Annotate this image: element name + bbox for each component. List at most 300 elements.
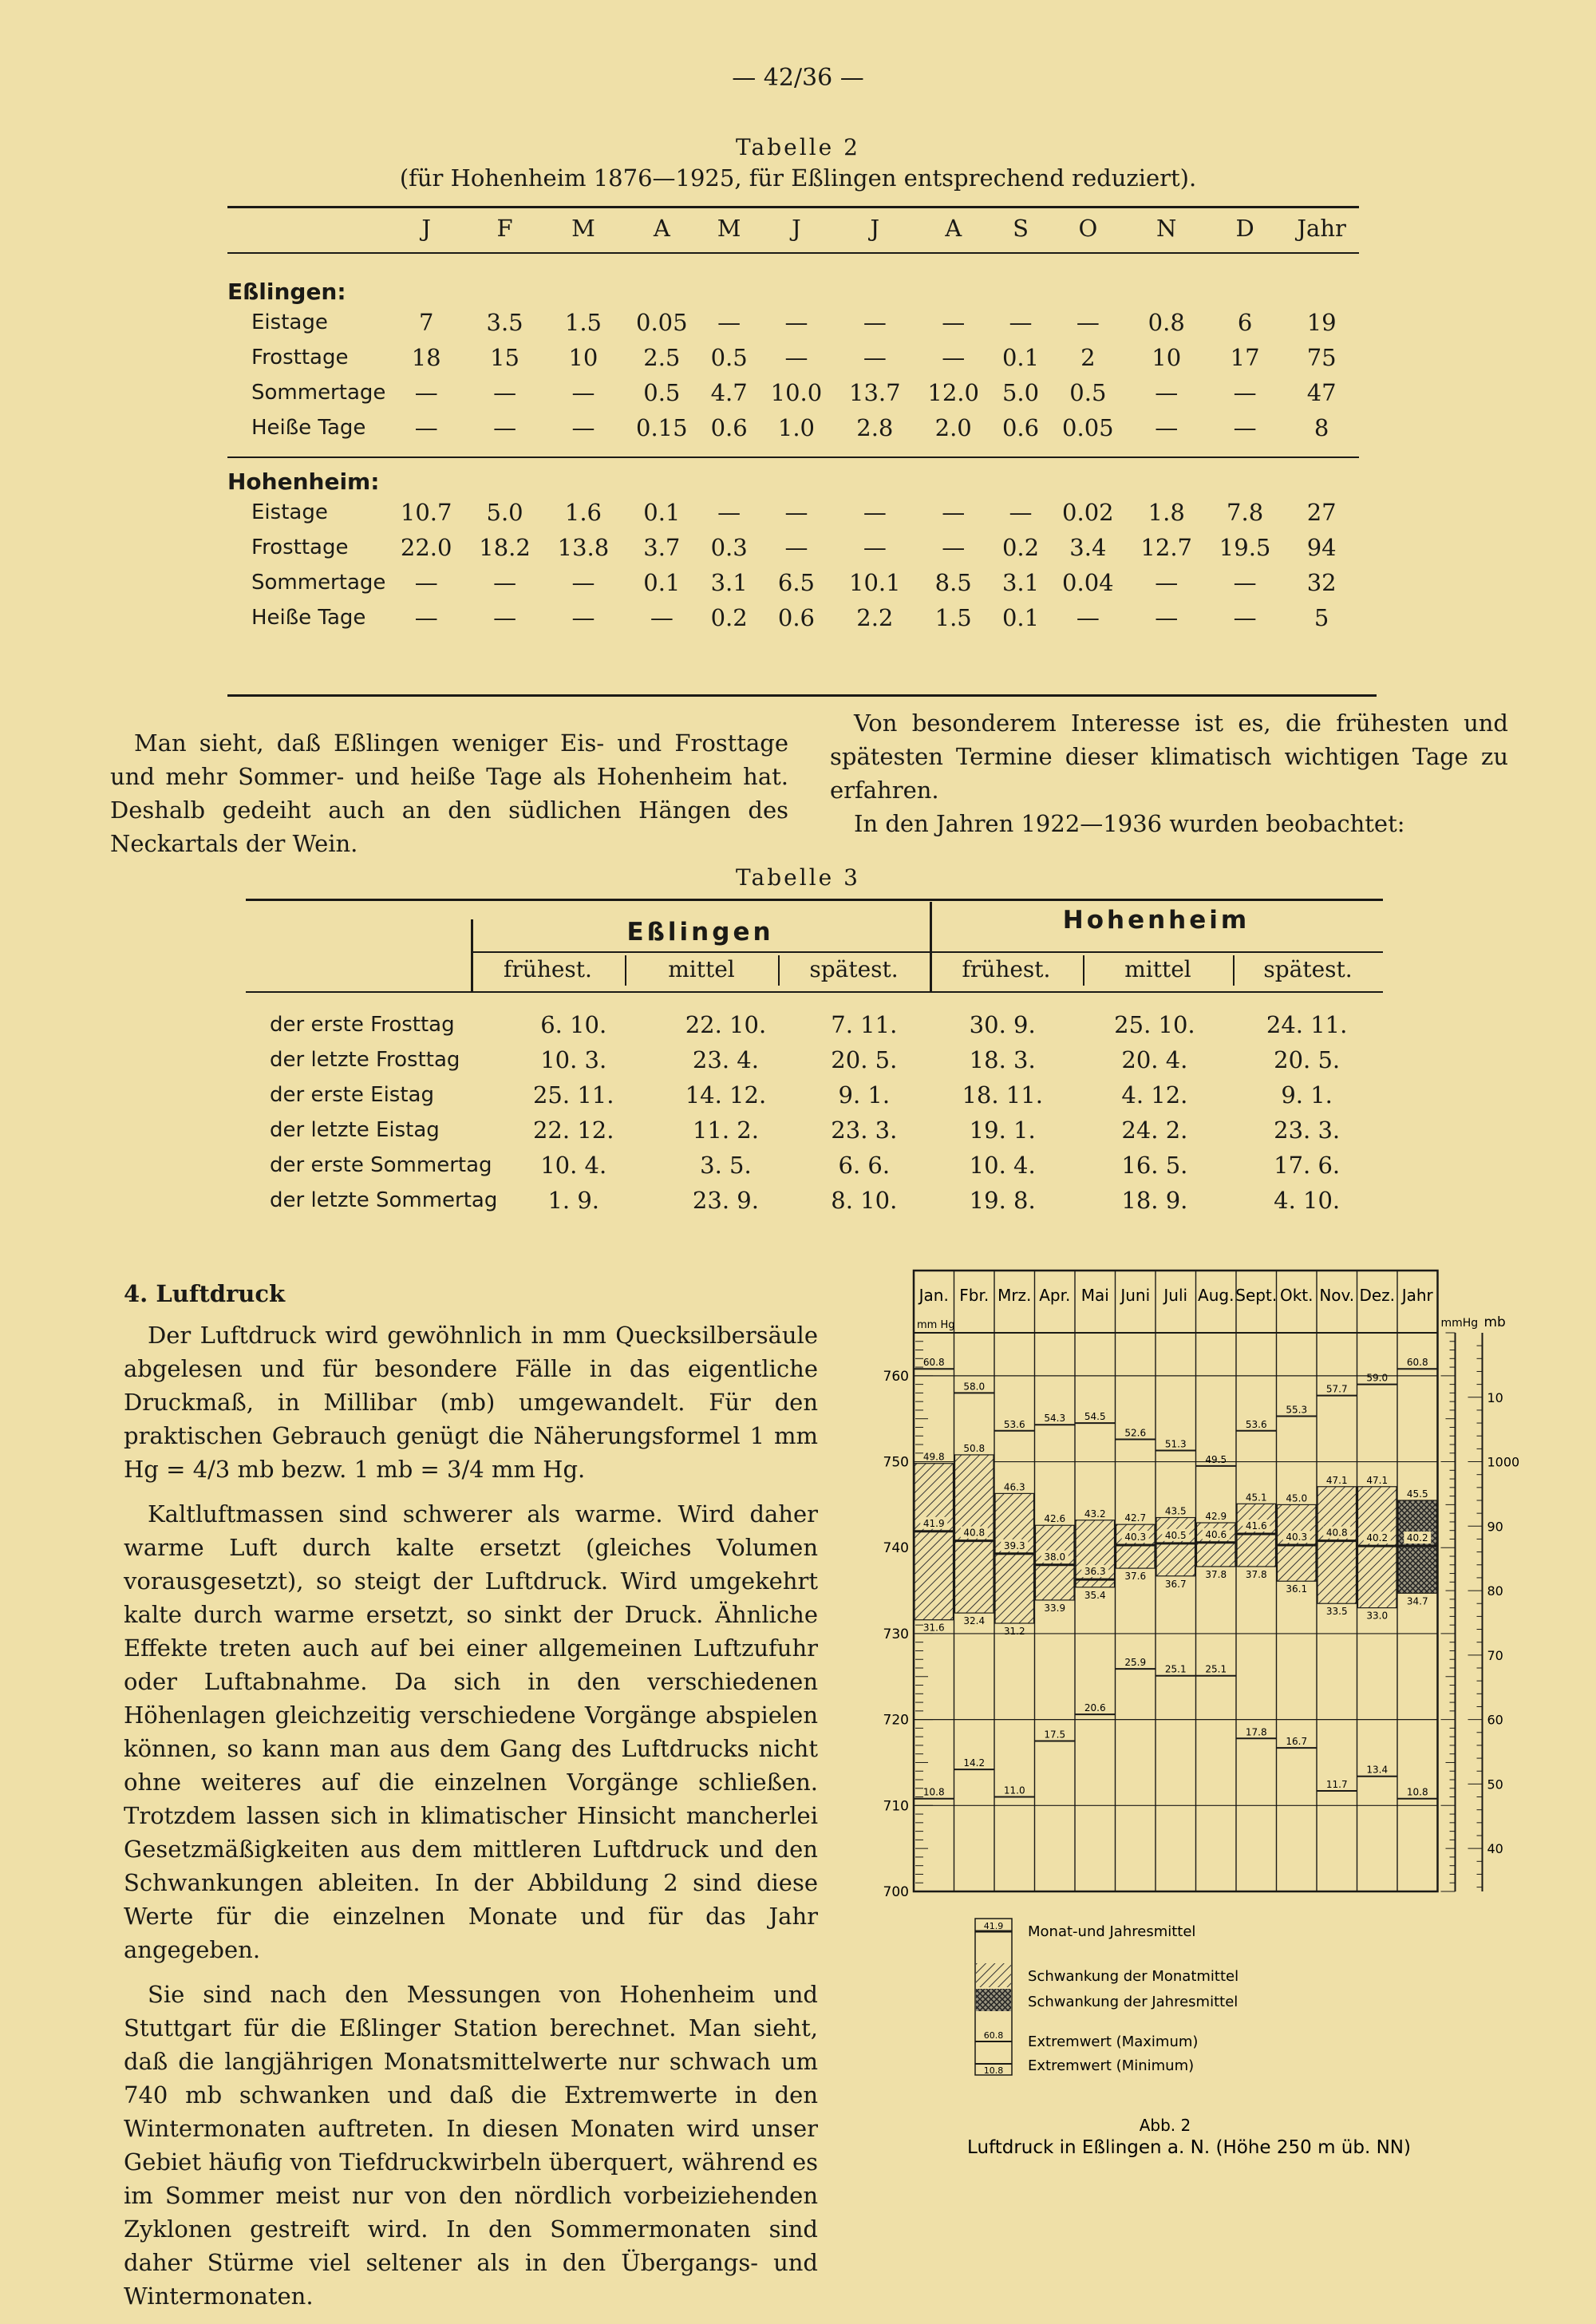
mean-value-label: 40.6: [1205, 1528, 1227, 1540]
table-cell: 0.2: [710, 604, 748, 631]
table-cell: 16. 5.: [1121, 1152, 1188, 1179]
table-cell: 94: [1306, 534, 1337, 561]
table-cell: 0.05: [636, 309, 688, 336]
table-cell: 10: [1152, 344, 1182, 371]
text-right-1-para: Von besonderem Interesse ist es, die frühesten und spätesten Termine dieser klimatisch wichtigen Tage zu erfahren.: [830, 709, 1508, 804]
table-cell: 10: [568, 344, 598, 371]
row-label: der letzte Frosttag: [270, 1048, 460, 1072]
table-cell: 22. 10.: [685, 1011, 767, 1038]
table3-subheaders: [471, 956, 1383, 988]
left-tick-label: 720: [883, 1712, 909, 1729]
table-cell: 2.2: [856, 604, 894, 631]
min-value-label: 25.1: [1205, 1663, 1227, 1675]
row-label: Eistage: [251, 500, 328, 524]
month-label: Apr.: [1039, 1286, 1071, 1305]
table-cell: 3.7: [643, 534, 681, 561]
table-cell: —: [863, 534, 887, 561]
row-label: Frosttage: [251, 346, 349, 370]
table-cell: 13.8: [557, 534, 610, 561]
table-cell: —: [1076, 604, 1100, 631]
table-cell: —: [784, 534, 808, 561]
table-cell: —: [717, 499, 741, 526]
table-cell: 1.0: [777, 414, 816, 441]
table-cell: 3.4: [1069, 534, 1107, 561]
table-cell: 1. 9.: [547, 1187, 599, 1214]
left-tick-label: 710: [883, 1798, 909, 1815]
table-cell: 10. 3.: [540, 1046, 607, 1073]
min-value-label: 17.5: [1044, 1729, 1066, 1741]
table-cell: 0.1: [1001, 344, 1040, 371]
table-cell: 30. 9.: [969, 1011, 1036, 1038]
legend-mean-sample: 41.9: [983, 1921, 1004, 1931]
min-value-label: 17.8: [1245, 1726, 1267, 1738]
table-cell: 18. 3.: [969, 1046, 1036, 1073]
month-label: Mrz.: [998, 1286, 1032, 1305]
table-cell: 24. 11.: [1266, 1011, 1348, 1038]
table2-col-header: F: [496, 215, 513, 242]
left-tick-label: 760: [883, 1368, 909, 1385]
table-cell: 12.0: [927, 379, 979, 406]
table-cell: 0.6: [777, 604, 816, 631]
table-cell: 4.7: [710, 379, 748, 406]
table-cell: —: [1155, 569, 1179, 596]
table-cell: 0.1: [643, 499, 681, 526]
lower-value-label: 37.8: [1245, 1568, 1267, 1580]
table-cell: 0.2: [1001, 534, 1040, 561]
right-tick-label: 80: [1487, 1583, 1503, 1599]
table-cell: 18. 9.: [1121, 1187, 1188, 1214]
table-row: [246, 1148, 1383, 1183]
table3-top-rule: [246, 899, 1383, 901]
table-cell: 18. 11.: [962, 1081, 1043, 1109]
fluctuation-bar: [1278, 1504, 1317, 1581]
text-right-2-para: In den Jahren 1922—1936 wurden beobachtet:: [854, 810, 1405, 837]
table-cell: —: [493, 379, 517, 406]
table2-col-header: N: [1156, 215, 1177, 242]
table-cell: 17: [1230, 344, 1260, 371]
legend-year-swatch: [976, 1989, 1011, 2011]
table-cell: —: [1233, 604, 1257, 631]
left-tick-label: 700: [883, 1884, 909, 1900]
table-cell: 10. 4.: [540, 1152, 607, 1179]
row-label: Heiße Tage: [251, 606, 366, 630]
table-row: [227, 530, 1359, 565]
table-cell: 3.5: [486, 309, 523, 336]
month-label: Fbr.: [959, 1286, 990, 1305]
upper-value-label: 47.1: [1325, 1474, 1348, 1486]
left-tick-label: 750: [883, 1454, 909, 1471]
lower-value-label: 33.9: [1044, 1602, 1066, 1614]
table2-caption: Tabelle 2: [736, 134, 860, 160]
table3-subheader: frühest.: [504, 956, 592, 982]
table2-subtitle: (für Hohenheim 1876—1925, für Eßlingen entsprechend reduziert).: [399, 164, 1197, 192]
lower-value-label: 36.7: [1164, 1578, 1187, 1590]
table-cell: 8: [1314, 414, 1329, 441]
table-cell: —: [863, 499, 887, 526]
table-cell: 20. 5.: [1274, 1046, 1341, 1073]
upper-value-label: 45.5: [1406, 1488, 1428, 1500]
lower-value-label: 33.0: [1366, 1610, 1389, 1622]
legend-label: Schwankung der Jahresmittel: [1028, 1994, 1238, 2010]
table2-col-header: A: [653, 215, 670, 242]
month-label: Jahr: [1401, 1286, 1433, 1305]
table2-col-header: O: [1078, 215, 1098, 242]
month-label: Sept.: [1235, 1286, 1278, 1305]
table3-subheader: frühest.: [962, 956, 1051, 982]
month-label: Juli: [1163, 1286, 1188, 1305]
table-row: [246, 1183, 1383, 1218]
table-row: [246, 1007, 1383, 1042]
table-cell: 6.5: [777, 569, 816, 596]
table-cell: —: [571, 604, 595, 631]
table-cell: 0.05: [1062, 414, 1114, 441]
table-cell: 6: [1237, 309, 1253, 336]
table-cell: 27: [1306, 499, 1337, 526]
table-cell: 10.7: [400, 499, 452, 526]
text-left-1-para: Man sieht, daß Eßlingen weniger Eis- und Frosttage und mehr Sommer- und heiße Tage als Hohenheim hat. Deshalb gedeiht auch an den südlichen Hängen des Neckartals der Wein.: [110, 729, 788, 857]
lower-value-label: 35.4: [1084, 1589, 1106, 1601]
mean-value-label: 40.2: [1366, 1532, 1389, 1544]
table-cell: 7: [418, 309, 434, 336]
table-row: [227, 375, 1359, 410]
max-value-label: 60.8: [922, 1357, 945, 1369]
table-cell: 19. 8.: [969, 1187, 1036, 1214]
table-cell: —: [414, 604, 438, 631]
table-cell: 9. 1.: [1281, 1081, 1333, 1109]
mean-value-label: 41.6: [1245, 1520, 1267, 1532]
table-cell: 24. 2.: [1121, 1117, 1188, 1144]
table-row: [246, 1113, 1383, 1148]
table-cell: 75: [1306, 344, 1337, 371]
table3-subheader: spätest.: [809, 956, 899, 982]
table-cell: —: [414, 569, 438, 596]
table-cell: —: [942, 344, 966, 371]
table-cell: 1.5: [934, 604, 972, 631]
table-cell: —: [784, 344, 808, 371]
table-cell: 2.5: [643, 344, 681, 371]
table-cell: 6. 10.: [540, 1011, 607, 1038]
table-cell: 0.6: [710, 414, 748, 441]
right-unit-top: mmHg: [1440, 1317, 1479, 1330]
table-cell: 1.5: [564, 309, 602, 336]
lower-value-label: 33.5: [1325, 1606, 1348, 1618]
table-cell: 18: [411, 344, 441, 371]
mean-value-label: 40.3: [1286, 1532, 1308, 1543]
table-cell: 0.02: [1062, 499, 1114, 526]
table-cell: 0.8: [1148, 309, 1185, 336]
table2: [227, 211, 1359, 635]
table3-subheader: mittel: [668, 956, 735, 982]
upper-value-label: 49.8: [922, 1451, 945, 1463]
row-label: Heiße Tage: [251, 416, 366, 440]
table-cell: —: [1233, 379, 1257, 406]
lower-value-label: 31.6: [922, 1622, 945, 1634]
table-cell: 5.0: [486, 499, 523, 526]
min-value-label: 16.7: [1286, 1736, 1308, 1748]
table-cell: 25. 11.: [532, 1081, 614, 1109]
upper-value-label: 43.5: [1164, 1505, 1187, 1517]
mean-value-label: 41.9: [922, 1517, 945, 1529]
table-cell: —: [1155, 604, 1179, 631]
month-label: Jan.: [918, 1286, 949, 1305]
min-value-label: 25.1: [1164, 1663, 1187, 1675]
table-cell: 6. 6.: [838, 1152, 891, 1179]
table-cell: 7. 11.: [831, 1011, 898, 1038]
table-cell: —: [784, 499, 808, 526]
table-cell: 23. 3.: [831, 1117, 898, 1144]
upper-value-label: 42.9: [1205, 1511, 1227, 1522]
fluctuation-bar: [1036, 1525, 1075, 1600]
table-cell: 19: [1306, 309, 1337, 336]
table-cell: 0.6: [1001, 414, 1040, 441]
table-cell: —: [717, 309, 741, 336]
table-cell: 15: [490, 344, 520, 371]
max-value-label: 49.5: [1205, 1453, 1227, 1465]
table2-col-header: J: [870, 215, 880, 242]
fluctuation-bar: [915, 1464, 954, 1620]
table-cell: 7.8: [1227, 499, 1264, 526]
min-value-label: 10.8: [922, 1786, 945, 1798]
table-cell: 23. 9.: [692, 1187, 759, 1214]
lower-value-label: 31.2: [1003, 1626, 1025, 1637]
fluctuation-bar: [1076, 1520, 1115, 1587]
table-cell: —: [571, 414, 595, 441]
table-cell: 18.2: [479, 534, 531, 561]
table-cell: 0.1: [643, 569, 681, 596]
table-row: [227, 305, 1359, 340]
row-label: Frosttage: [251, 536, 349, 559]
table-cell: 23. 3.: [1274, 1117, 1341, 1144]
section-paragraph: Kaltluftmassen sind schwerer als warme. Wird daher warme Luft durch kalte ersetzt (gleiches Volumen vorausgesetzt), so steigt der Luftdruck. Wird umgekehrt kalte durch warme ersetzt, so sinkt der Druck. Ähnliche Effekte treten auch auf bei einer allgemeinen Luftzufuhr oder Luftabnahme. Da sich in den verschiedenen Höhenlagen gleichzeitig verschiedene Vorgänge abspielen können, so kann man aus dem Gang des Luftdrucks nicht ohne weiteres auf die einzelnen Vorgänge schließen. Trotzdem lassen sich in klimatischer Hinsicht mancherlei Gesetzmäßigkeiten aus dem mittleren Luftdruck und den Schwankungen ableiten. In der Abbildung 2 sind diese Werte für die einzelnen Monate und für das Jahr angegeben.: [124, 1500, 818, 1963]
table-row: [227, 565, 1359, 600]
table3-group-rule: [471, 951, 1383, 953]
month-label: Aug.: [1198, 1286, 1235, 1305]
table-cell: —: [863, 344, 887, 371]
table-cell: 20. 4.: [1121, 1046, 1188, 1073]
table-cell: 0.5: [1069, 379, 1107, 406]
table3-head-rule: [246, 991, 1383, 993]
section-paragraph: Sie sind nach den Messungen von Hohenheim und Stuttgart für die Eßlinger Station berechnet. Man sieht, daß die langjährigen Monatsmittelwerte nur schwach um 740 mb schwanken und daß die Extremwerte in den Wintermonaten auftreten. In diesen Monaten wird unser Gebiet häufig von Tiefdruckwirbeln überquert, während es im Sommer meist nur von den nördlich vorbeiziehenden Zyklonen gestreift wird. In den Sommermonaten sind daher Stürme viel seltener als in den Übergangs- und Wintermonaten.: [124, 1981, 818, 2310]
table-cell: 4. 12.: [1121, 1081, 1188, 1109]
lower-value-label: 32.4: [963, 1615, 986, 1627]
table-cell: 12.7: [1140, 534, 1192, 561]
table-cell: —: [1155, 414, 1179, 441]
table3-group-hohenheim: Hohenheim: [1062, 906, 1250, 935]
table-cell: —: [1009, 499, 1033, 526]
table-cell: 0.15: [636, 414, 688, 441]
upper-value-label: 45.1: [1245, 1492, 1267, 1504]
section-paragraph: Der Luftdruck wird gewöhnlich in mm Quecksilbersäule abgelesen und für besondere Fälle in das eigentliche Druckmaß, in Millibar (mb) umgewandelt. Für den praktischen Gebrauch genügt die Näherungsformel 1 mm Hg = 4/3 mb bezw. 1 mb = 3/4 mm Hg.: [124, 1322, 818, 1483]
mean-value-label: 40.3: [1124, 1532, 1147, 1543]
table-cell: 5: [1314, 604, 1329, 631]
right-tick-label: 50: [1487, 1777, 1503, 1792]
table-cell: 22. 12.: [532, 1117, 614, 1144]
table-cell: —: [493, 414, 517, 441]
lower-value-label: 34.7: [1406, 1595, 1428, 1607]
right-tick-label: 40: [1487, 1841, 1503, 1857]
fluctuation-bar: [1317, 1487, 1357, 1603]
right-tick-label: 60: [1487, 1712, 1503, 1728]
table2-bottom-rule: [227, 694, 1377, 697]
upper-value-label: 43.2: [1084, 1508, 1106, 1520]
row-label: Sommertage: [251, 571, 386, 595]
table3-group-esslingen: Eßlingen: [626, 918, 774, 947]
table-cell: 25. 10.: [1114, 1011, 1195, 1038]
table-cell: —: [1233, 569, 1257, 596]
upper-value-label: 50.8: [963, 1442, 986, 1454]
table-cell: —: [650, 604, 674, 631]
row-label: der letzte Sommertag: [270, 1188, 498, 1212]
row-label: Eistage: [251, 310, 328, 334]
table3-subheader: mittel: [1124, 956, 1191, 982]
table-row: [246, 1077, 1383, 1113]
upper-value-label: 42.6: [1044, 1513, 1066, 1525]
max-value-label: 54.5: [1084, 1411, 1106, 1423]
table-cell: 10. 4.: [969, 1152, 1036, 1179]
table3-subheader: spätest.: [1263, 956, 1353, 982]
table2-col-header: J: [421, 215, 431, 242]
table-cell: 3.1: [1001, 569, 1040, 596]
upper-value-label: 46.3: [1003, 1481, 1025, 1493]
legend-label: Monat-und Jahresmittel: [1028, 1923, 1196, 1940]
table-cell: —: [414, 414, 438, 441]
row-label: Sommertage: [251, 381, 386, 405]
max-value-label: 55.3: [1286, 1404, 1308, 1416]
min-value-label: 11.0: [1003, 1785, 1025, 1796]
min-value-label: 10.8: [1406, 1786, 1428, 1798]
lower-value-label: 37.8: [1205, 1568, 1227, 1580]
mean-value-label: 40.8: [1325, 1527, 1348, 1539]
table-cell: 2.0: [934, 414, 972, 441]
page-number: — 42/36 —: [732, 64, 864, 92]
table-cell: —: [1233, 414, 1257, 441]
month-label: Mai: [1080, 1286, 1109, 1305]
table-cell: 11. 2.: [692, 1117, 759, 1144]
max-value-label: 57.7: [1325, 1383, 1348, 1395]
table-cell: 47: [1306, 379, 1337, 406]
table-row: [227, 600, 1359, 635]
table-cell: 9. 1.: [838, 1081, 891, 1109]
table-row: [227, 410, 1359, 445]
table2-col-header: D: [1235, 215, 1254, 242]
table-cell: 2.8: [856, 414, 894, 441]
right-tick-label: 1000: [1487, 1454, 1520, 1470]
fluctuation-bar: [995, 1493, 1034, 1623]
table-cell: —: [1076, 309, 1100, 336]
right-unit-label: mb: [1483, 1314, 1506, 1330]
table-cell: 14. 12.: [685, 1081, 767, 1109]
min-value-label: 14.2: [963, 1757, 986, 1769]
table-cell: 20. 5.: [831, 1046, 898, 1073]
table-cell: —: [493, 569, 517, 596]
legend-max-sample: 60.8: [983, 2030, 1004, 2041]
month-label: Dez.: [1359, 1286, 1396, 1305]
table2-corner: [227, 211, 387, 246]
upper-value-label: 42.7: [1124, 1512, 1147, 1524]
mean-value-label: 40.8: [963, 1527, 986, 1539]
max-value-label: 60.8: [1406, 1357, 1428, 1369]
upper-value-label: 47.1: [1366, 1474, 1389, 1486]
lower-value-label: 37.6: [1124, 1571, 1147, 1583]
upper-value-label: 45.0: [1286, 1492, 1308, 1504]
table-cell: —: [571, 569, 595, 596]
mean-value-label: 38.0: [1044, 1551, 1066, 1563]
mean-value-label: 39.3: [1003, 1539, 1025, 1551]
table-cell: 2: [1080, 344, 1096, 371]
right-tick-label: 10: [1487, 1389, 1503, 1405]
right-tick-label: 90: [1487, 1519, 1503, 1535]
table-cell: —: [1009, 309, 1033, 336]
table-cell: —: [784, 309, 808, 336]
table-cell: 22.0: [400, 534, 452, 561]
month-label: Okt.: [1279, 1286, 1314, 1305]
max-value-label: 54.3: [1044, 1413, 1066, 1425]
table-row: [246, 1042, 1383, 1077]
table2-col-header: M: [717, 215, 741, 242]
table-cell: 8.5: [934, 569, 972, 596]
table-cell: —: [414, 379, 438, 406]
table2-col-header: S: [1013, 215, 1029, 242]
month-label: Juni: [1120, 1286, 1151, 1305]
table-cell: 3.1: [710, 569, 748, 596]
table2-group-label: Hohenheim:: [227, 468, 380, 495]
table-cell: —: [942, 534, 966, 561]
table-cell: 10.1: [849, 569, 901, 596]
table-cell: —: [942, 499, 966, 526]
table-cell: 17. 6.: [1274, 1152, 1341, 1179]
mean-value-label: 36.3: [1084, 1566, 1106, 1578]
table-cell: 32: [1306, 569, 1337, 596]
table2-group-label: Eßlingen:: [227, 279, 346, 305]
left-tick-label: 730: [883, 1626, 909, 1642]
legend-min-sample: 10.8: [983, 2065, 1004, 2076]
table-cell: 0.3: [710, 534, 748, 561]
table-cell: 8. 10.: [831, 1187, 898, 1214]
section-title: 4. Luftdruck: [124, 1280, 286, 1307]
table-cell: —: [571, 379, 595, 406]
table-cell: 19. 1.: [969, 1117, 1036, 1144]
figure-caption-label: Abb. 2: [1139, 2116, 1191, 2135]
text-right-1: [830, 706, 1508, 852]
legend-label: Extremwert (Minimum): [1028, 2057, 1195, 2074]
fluctuation-bar: [1237, 1504, 1276, 1567]
table-cell: 4. 10.: [1274, 1187, 1341, 1214]
max-value-label: 52.6: [1124, 1427, 1147, 1439]
table2-col-header: A: [945, 215, 962, 242]
row-label: der erste Eistag: [270, 1083, 434, 1107]
table-cell: 0.04: [1062, 569, 1114, 596]
right-tick-label: 70: [1487, 1647, 1503, 1663]
left-tick-label: 740: [883, 1540, 909, 1557]
table-cell: 1.8: [1148, 499, 1185, 526]
table-row: [227, 340, 1359, 375]
table-cell: 10.0: [770, 379, 823, 406]
fluctuation-bar: [1358, 1487, 1397, 1608]
table-cell: 5.0: [1001, 379, 1040, 406]
row-label: der erste Sommertag: [270, 1153, 492, 1177]
table-cell: 0.1: [1001, 604, 1040, 631]
min-value-label: 25.9: [1124, 1657, 1147, 1669]
max-value-label: 53.6: [1245, 1418, 1267, 1430]
max-value-label: 53.6: [1003, 1418, 1025, 1430]
month-label: Nov.: [1319, 1286, 1355, 1305]
table2-col-header: M: [571, 215, 595, 242]
table-cell: 1.6: [564, 499, 602, 526]
table-cell: —: [863, 309, 887, 336]
table-cell: 23. 4.: [692, 1046, 759, 1073]
legend-month-swatch: [976, 1963, 1011, 1987]
table-cell: —: [942, 309, 966, 336]
